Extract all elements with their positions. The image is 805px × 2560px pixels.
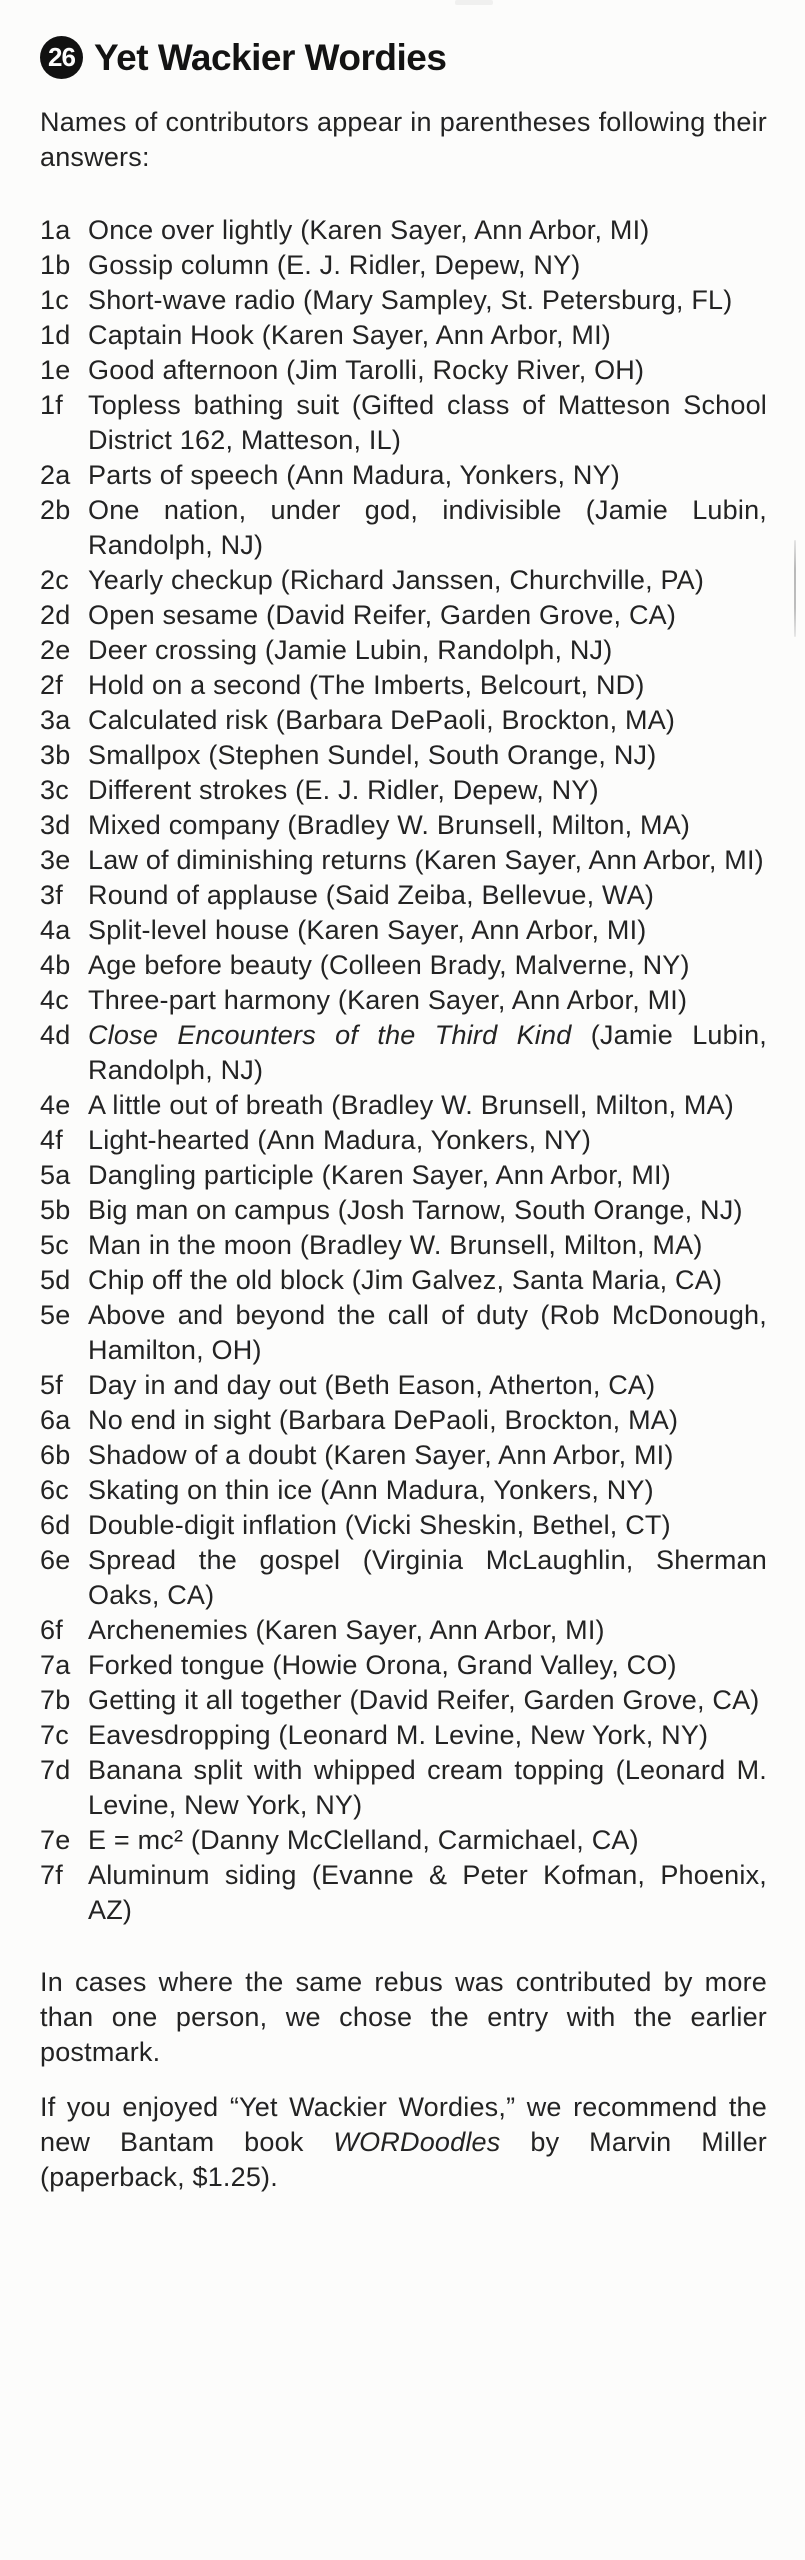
entry-id: 3d bbox=[40, 810, 71, 840]
entry-answer: Calculated risk bbox=[88, 705, 269, 735]
entry-answer: Mixed company bbox=[88, 810, 280, 840]
list-item bbox=[40, 1753, 767, 1823]
entry-answer: Shadow of a doubt bbox=[88, 1440, 317, 1470]
entry-id: 6f bbox=[40, 1615, 63, 1645]
entry-text bbox=[88, 458, 767, 493]
entry-credit: (Jim Tarolli, Rocky River, OH) bbox=[278, 355, 645, 385]
entry-text bbox=[88, 843, 767, 878]
entry-id: 4b bbox=[40, 950, 71, 980]
entry-answer: E = mc² bbox=[88, 1825, 184, 1855]
entry-credit: (Evanne & Peter Kofman, Phoenix, AZ) bbox=[88, 1860, 768, 1925]
entry-text bbox=[88, 668, 767, 703]
entry-credit: (Karen Sayer, Ann Arbor, MI) bbox=[330, 985, 688, 1015]
scan-artifact-smudge bbox=[455, 0, 493, 5]
list-item bbox=[40, 493, 767, 563]
entry-credit: (David Reifer, Garden Grove, CA) bbox=[341, 1685, 760, 1715]
list-item bbox=[40, 1683, 767, 1718]
entry-id: 1a bbox=[40, 215, 71, 245]
entry-id: 3c bbox=[40, 775, 69, 805]
entry-text bbox=[88, 913, 767, 948]
puzzle-number-badge bbox=[40, 36, 83, 79]
entry-answer: Once over lightly bbox=[88, 215, 293, 245]
entry-text bbox=[88, 1473, 767, 1508]
list-item bbox=[40, 1018, 767, 1088]
entry-answer: Deer crossing bbox=[88, 635, 258, 665]
entry-credit: (Karen Sayer, Ann Arbor, MI) bbox=[289, 915, 647, 945]
entry-credit: (E. J. Ridler, Depew, NY) bbox=[287, 775, 599, 805]
list-item bbox=[40, 1648, 767, 1683]
entry-id: 4c bbox=[40, 985, 69, 1015]
entry-id: 2c bbox=[40, 565, 69, 595]
entry-text bbox=[88, 1858, 767, 1928]
entry-credit: (Danny McClelland, Carmichael, CA) bbox=[183, 1825, 639, 1855]
entry-id: 7a bbox=[40, 1650, 71, 1680]
entry-answer: Open sesame bbox=[88, 600, 259, 630]
entry-id: 3f bbox=[40, 880, 63, 910]
entry-credit: (Rob McDonough, Hamilton, OH) bbox=[88, 1300, 767, 1365]
list-item bbox=[40, 1263, 767, 1298]
entry-credit: (Bradley W. Brunsell, Milton, MA) bbox=[292, 1230, 703, 1260]
entry-answer: Age before beauty bbox=[88, 950, 313, 980]
entry-id: 6a bbox=[40, 1405, 71, 1435]
entry-text bbox=[88, 1543, 767, 1613]
list-item bbox=[40, 458, 767, 493]
list-item bbox=[40, 598, 767, 633]
page-title: Yet Wackier Wordies bbox=[94, 36, 447, 78]
entry-text bbox=[88, 1298, 767, 1368]
entry-answer: Double-digit inflation bbox=[88, 1510, 338, 1540]
entry-id: 7c bbox=[40, 1720, 69, 1750]
list-item bbox=[40, 1403, 767, 1438]
entry-id: 3b bbox=[40, 740, 71, 770]
entry-answer: Round of applause bbox=[88, 880, 319, 910]
entry-answer: Getting it all together bbox=[88, 1685, 342, 1715]
list-item bbox=[40, 1613, 767, 1648]
entry-credit: (Vicki Sheskin, Bethel, CT) bbox=[337, 1510, 671, 1540]
entry-credit: (Karen Sayer, Ann Arbor, MI) bbox=[406, 845, 764, 875]
entry-answer: Short-wave radio bbox=[88, 285, 296, 315]
entry-text bbox=[88, 388, 767, 458]
list-item bbox=[40, 808, 767, 843]
entry-text bbox=[88, 563, 767, 598]
entry-id: 6c bbox=[40, 1475, 69, 1505]
entry-id: 3a bbox=[40, 705, 71, 735]
entry-answer: Aluminum siding bbox=[88, 1860, 297, 1890]
entry-credit: (Gifted class of Matteson School District 162, Matteson, IL) bbox=[88, 390, 767, 455]
entry-id: 4d bbox=[40, 1020, 71, 1050]
list-item bbox=[40, 1228, 767, 1263]
entry-credit: (Ann Madura, Yonkers, NY) bbox=[278, 460, 620, 490]
entry-answer: Spread the gospel bbox=[88, 1545, 341, 1575]
entry-text bbox=[88, 1193, 767, 1228]
entry-credit: (Ann Madura, Yonkers, NY) bbox=[249, 1125, 592, 1155]
entry-credit: (Virginia McLaughlin, Sherman Oaks, CA) bbox=[88, 1545, 767, 1610]
entry-answer: Skating on thin ice bbox=[88, 1475, 313, 1505]
entry-text bbox=[88, 598, 767, 633]
entry-answer: Forked tongue bbox=[88, 1650, 265, 1680]
list-item bbox=[40, 983, 767, 1018]
entry-answer: No end in sight bbox=[88, 1405, 272, 1435]
entry-text bbox=[88, 493, 767, 563]
entry-text bbox=[88, 248, 767, 283]
entry-answer: Archenemies bbox=[88, 1615, 248, 1645]
list-item bbox=[40, 843, 767, 878]
entry-id: 2a bbox=[40, 460, 71, 490]
entry-credit: (Karen Sayer, Ann Arbor, MI) bbox=[292, 215, 650, 245]
entry-id: 1d bbox=[40, 320, 71, 350]
list-item bbox=[40, 948, 767, 983]
entry-credit: (Barbara DePaoli, Brockton, MA) bbox=[268, 705, 676, 735]
entry-id: 6d bbox=[40, 1510, 71, 1540]
entry-id: 5b bbox=[40, 1195, 71, 1225]
entry-text bbox=[88, 213, 767, 248]
scan-artifact-line bbox=[794, 540, 796, 637]
entry-text bbox=[88, 1753, 767, 1823]
list-item bbox=[40, 1123, 767, 1158]
entry-text bbox=[88, 1718, 767, 1753]
entry-id: 2d bbox=[40, 600, 71, 630]
entry-answer: Captain Hook bbox=[88, 320, 254, 350]
entry-id: 2e bbox=[40, 635, 71, 665]
list-item bbox=[40, 668, 767, 703]
entry-credit: (Bradley W. Brunsell, Milton, MA) bbox=[279, 810, 691, 840]
entry-text bbox=[88, 808, 767, 843]
puzzle-header bbox=[40, 36, 767, 79]
entry-text bbox=[88, 1613, 767, 1648]
entry-answer: Dangling participle bbox=[88, 1160, 314, 1190]
entry-answer: Light-hearted bbox=[88, 1125, 250, 1155]
entry-id: 2f bbox=[40, 670, 63, 700]
list-item bbox=[40, 1158, 767, 1193]
answer-list bbox=[40, 213, 767, 1928]
entry-credit: (Stephen Sundel, South Orange, NJ) bbox=[200, 740, 657, 770]
entry-text bbox=[88, 1648, 767, 1683]
entry-id: 5e bbox=[40, 1300, 71, 1330]
entry-text bbox=[88, 1683, 767, 1718]
entry-credit: (Josh Tarnow, South Orange, NJ) bbox=[330, 1195, 743, 1225]
list-item bbox=[40, 1858, 767, 1928]
entry-answer: Gossip column bbox=[88, 250, 270, 280]
list-item bbox=[40, 283, 767, 318]
postmark-note: In cases where the same rebus was contributed by more than one person, we chose the entry with the earlier postmark. bbox=[40, 1967, 767, 2067]
entry-credit: (Barbara DePaoli, Brockton, MA) bbox=[271, 1405, 679, 1435]
book-recommendation bbox=[40, 2090, 767, 2195]
entry-text bbox=[88, 983, 767, 1018]
entry-answer: Close Encounters of the Third Kind bbox=[88, 1020, 572, 1050]
entry-id: 1b bbox=[40, 250, 71, 280]
entry-answer: A little out of breath bbox=[88, 1090, 324, 1120]
entry-answer: Law of diminishing returns bbox=[88, 845, 407, 875]
entry-text bbox=[88, 1438, 767, 1473]
entry-id: 7b bbox=[40, 1685, 71, 1715]
entry-credit: (The Imberts, Belcourt, ND) bbox=[301, 670, 645, 700]
recommendation-text-after: by Marvin Miller (paperback, $1.25). bbox=[40, 2127, 767, 2192]
entry-id: 7d bbox=[40, 1755, 71, 1785]
entry-credit: (Leonard M. Levine, New York, NY) bbox=[88, 1755, 767, 1820]
entry-text bbox=[88, 1823, 767, 1858]
book-title: WORDoodles bbox=[333, 2127, 501, 2157]
entry-answer: Different strokes bbox=[88, 775, 288, 805]
list-item bbox=[40, 1473, 767, 1508]
entry-credit: (Jamie Lubin, Randolph, NJ) bbox=[257, 635, 613, 665]
entry-credit: (Colleen Brady, Malverne, NY) bbox=[312, 950, 690, 980]
entry-id: 5a bbox=[40, 1160, 71, 1190]
entry-answer: Topless bathing suit bbox=[88, 390, 340, 420]
entry-text bbox=[88, 948, 767, 983]
entry-id: 6e bbox=[40, 1545, 71, 1575]
list-item bbox=[40, 1298, 767, 1368]
entry-credit: (E. J. Ridler, Depew, NY) bbox=[269, 250, 581, 280]
list-item bbox=[40, 773, 767, 808]
entry-text bbox=[88, 1403, 767, 1438]
list-item bbox=[40, 563, 767, 598]
list-item bbox=[40, 738, 767, 773]
entry-credit: (Karen Sayer, Ann Arbor, MI) bbox=[316, 1440, 674, 1470]
list-item bbox=[40, 1368, 767, 1403]
entry-credit: (David Reifer, Garden Grove, CA) bbox=[258, 600, 677, 630]
entry-text bbox=[88, 318, 767, 353]
entry-answer: Parts of speech bbox=[88, 460, 279, 490]
entry-credit: (Said Zeiba, Bellevue, WA) bbox=[318, 880, 655, 910]
list-item bbox=[40, 353, 767, 388]
entry-answer: Yearly checkup bbox=[88, 565, 273, 595]
entry-id: 7f bbox=[40, 1860, 63, 1890]
entry-text bbox=[88, 1508, 767, 1543]
entry-answer: Three-part harmony bbox=[88, 985, 331, 1015]
entry-id: 5c bbox=[40, 1230, 69, 1260]
entry-answer: Good afternoon bbox=[88, 355, 279, 385]
entry-text bbox=[88, 1018, 767, 1088]
entry-answer: Chip off the old block bbox=[88, 1265, 345, 1295]
list-item bbox=[40, 1193, 767, 1228]
entry-answer: Eavesdropping bbox=[88, 1720, 271, 1750]
entry-id: 4f bbox=[40, 1125, 63, 1155]
puzzle-number: 26 bbox=[48, 42, 75, 72]
entry-text bbox=[88, 1088, 767, 1123]
entry-credit: (Beth Eason, Atherton, CA) bbox=[316, 1370, 656, 1400]
list-item bbox=[40, 633, 767, 668]
entry-credit: (Karen Sayer, Ann Arbor, MI) bbox=[247, 1615, 605, 1645]
list-item bbox=[40, 703, 767, 738]
list-item bbox=[40, 913, 767, 948]
entry-answer: Day in and day out bbox=[88, 1370, 317, 1400]
entry-id: 3e bbox=[40, 845, 71, 875]
entry-answer: Above and beyond the call of duty bbox=[88, 1300, 529, 1330]
entry-answer: Smallpox bbox=[88, 740, 201, 770]
entry-credit: (Jamie Lubin, Randolph, NJ) bbox=[88, 1020, 767, 1085]
list-item bbox=[40, 878, 767, 913]
list-item bbox=[40, 1088, 767, 1123]
entry-text bbox=[88, 738, 767, 773]
entry-text bbox=[88, 773, 767, 808]
recommendation-text-before: If you enjoyed “Yet Wackier Wordies,” we recommend the new Bantam book bbox=[40, 2092, 767, 2157]
intro-text: Names of contributors appear in parentheses following their answers: bbox=[40, 107, 767, 172]
list-item bbox=[40, 1438, 767, 1473]
list-item bbox=[40, 388, 767, 458]
entry-text bbox=[88, 633, 767, 668]
entry-id: 7e bbox=[40, 1825, 71, 1855]
entry-id: 1f bbox=[40, 390, 63, 420]
list-item bbox=[40, 1823, 767, 1858]
entry-id: 2b bbox=[40, 495, 71, 525]
entry-credit: (Howie Orona, Grand Valley, CO) bbox=[264, 1650, 677, 1680]
entry-text bbox=[88, 703, 767, 738]
entry-answer: One nation, under god, indivisible bbox=[88, 495, 562, 525]
entry-id: 1c bbox=[40, 285, 69, 315]
list-item bbox=[40, 1508, 767, 1543]
entry-answer: Big man on campus bbox=[88, 1195, 331, 1225]
entry-text bbox=[88, 878, 767, 913]
list-item bbox=[40, 213, 767, 248]
entry-id: 5f bbox=[40, 1370, 63, 1400]
entry-credit: (Bradley W. Brunsell, Milton, MA) bbox=[323, 1090, 734, 1120]
entry-id: 4a bbox=[40, 915, 71, 945]
entry-answer: Hold on a second bbox=[88, 670, 302, 700]
list-item bbox=[40, 1543, 767, 1613]
entry-credit: (Leonard M. Levine, New York, NY) bbox=[270, 1720, 709, 1750]
entry-credit: (Karen Sayer, Ann Arbor, MI) bbox=[254, 320, 611, 350]
entry-id: 4e bbox=[40, 1090, 71, 1120]
entry-answer: Banana split with whipped cream topping bbox=[88, 1755, 605, 1785]
entry-text bbox=[88, 1263, 767, 1298]
list-item bbox=[40, 318, 767, 353]
entry-text bbox=[88, 353, 767, 388]
entry-text bbox=[88, 1123, 767, 1158]
entry-credit: (Karen Sayer, Ann Arbor, MI) bbox=[313, 1160, 671, 1190]
entry-credit: (Mary Sampley, St. Petersburg, FL) bbox=[295, 285, 733, 315]
entry-text bbox=[88, 1158, 767, 1193]
entry-id: 5d bbox=[40, 1265, 71, 1295]
entry-credit: (Richard Janssen, Churchville, PA) bbox=[272, 565, 705, 595]
entry-id: 6b bbox=[40, 1440, 71, 1470]
entry-text bbox=[88, 283, 767, 318]
list-item bbox=[40, 248, 767, 283]
entry-text bbox=[88, 1228, 767, 1263]
entry-id: 1e bbox=[40, 355, 71, 385]
entry-credit: (Jim Galvez, Santa Maria, CA) bbox=[344, 1265, 723, 1295]
entry-text bbox=[88, 1368, 767, 1403]
entry-answer: Split-level house bbox=[88, 915, 290, 945]
entry-answer: Man in the moon bbox=[88, 1230, 293, 1260]
entry-credit: (Jamie Lubin, Randolph, NJ) bbox=[88, 495, 767, 560]
entry-credit: (Ann Madura, Yonkers, NY) bbox=[312, 1475, 654, 1505]
list-item bbox=[40, 1718, 767, 1753]
